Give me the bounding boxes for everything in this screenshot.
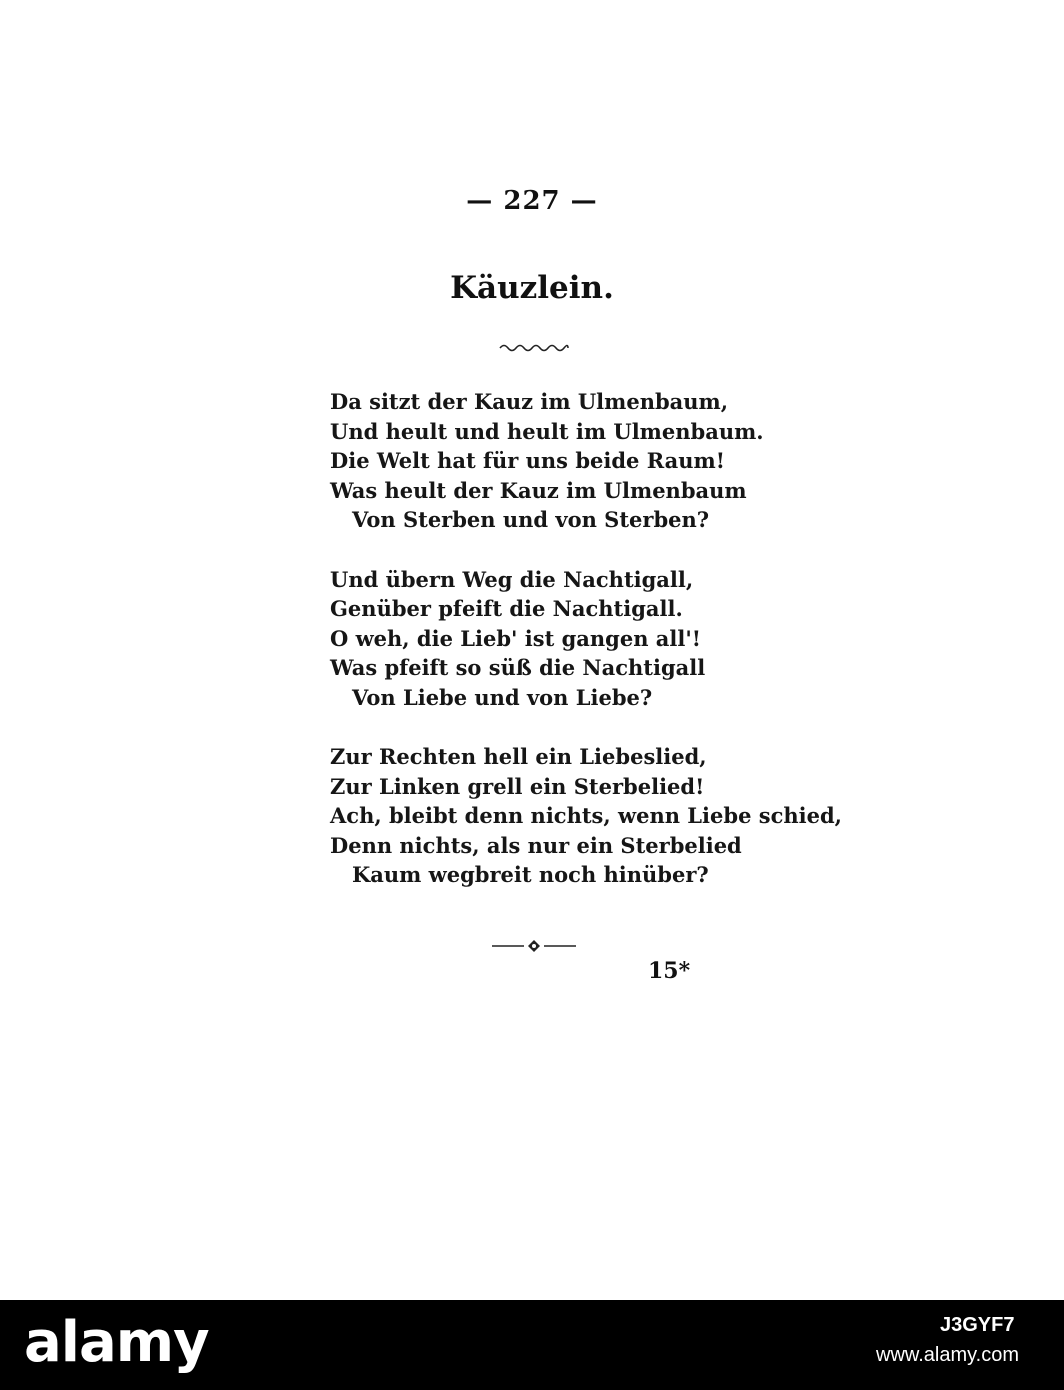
poem-line-refrain: Von Liebe und von Liebe? bbox=[352, 684, 653, 710]
page-number: — 227 — bbox=[466, 186, 598, 216]
site-url: www.alamy.com bbox=[876, 1344, 1019, 1366]
poem-line: Was pfeift so süß die Nachtigall bbox=[330, 655, 706, 680]
poem-line: Zur Linken grell ein Sterbelied! bbox=[330, 773, 705, 799]
stanza bbox=[330, 742, 842, 890]
poem-line: Und heult und heult im Ulmenbaum. bbox=[330, 418, 764, 444]
signature-mark: 15* bbox=[648, 958, 691, 984]
wavy-divider-ornament bbox=[498, 342, 570, 354]
poem-line: Und übern Weg die Nachtigall, bbox=[330, 566, 694, 592]
poem-line: Was heult der Kauz im Ulmenbaum bbox=[330, 477, 747, 503]
poem-line: Ach, bleibt denn nichts, wenn Liebe schied, bbox=[330, 803, 842, 828]
poem-line: Da sitzt der Kauz im Ulmenbaum, bbox=[330, 389, 729, 414]
poem-line: O weh, die Lieb' ist gangen all'! bbox=[330, 625, 701, 651]
image-id: J3GYF7 bbox=[940, 1314, 1015, 1336]
poem-title: Käuzlein. bbox=[450, 270, 614, 306]
stanza bbox=[330, 387, 810, 535]
poem-body bbox=[330, 387, 842, 920]
poem-line: Zur Rechten hell ein Liebeslied, bbox=[330, 744, 707, 769]
poem-line-refrain: Von Sterben und von Sterben? bbox=[352, 507, 710, 532]
alamy-logo: alamy bbox=[24, 1310, 209, 1375]
poem-line: Die Welt hat für uns beide Raum! bbox=[330, 448, 725, 473]
poem-line: Denn nichts, als nur ein Sterbelied bbox=[330, 832, 742, 858]
poem-line-refrain: Kaum wegbreit noch hinüber? bbox=[352, 862, 709, 887]
end-flourish-ornament bbox=[490, 938, 578, 954]
poem-line: Genüber pfeift die Nachtigall. bbox=[330, 596, 683, 621]
stanza bbox=[330, 565, 810, 713]
